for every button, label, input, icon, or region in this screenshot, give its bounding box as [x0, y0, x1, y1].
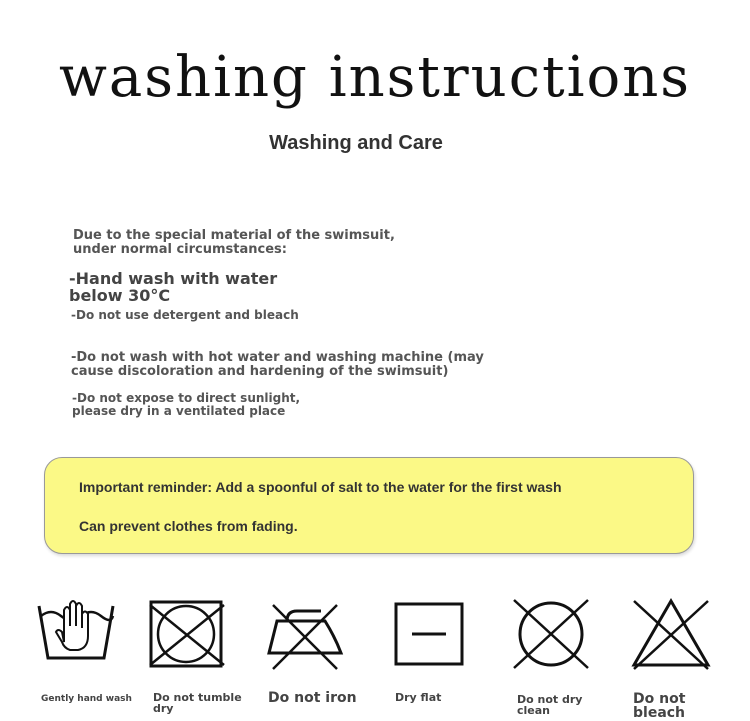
intro-text: Due to the special material of the swimsuit, under normal circumstances:	[73, 228, 395, 257]
dry-flat-icon	[393, 601, 465, 667]
reminder-line-1: Important reminder: Add a spoonful of salt to the water for the first wash	[79, 479, 562, 495]
hand-wash-icon	[36, 596, 116, 664]
no-bleach-icon	[630, 597, 712, 671]
dry-flat-label: Dry flat	[395, 691, 442, 704]
no-sunlight-instruction: -Do not expose to direct sunlight, please dry in a ventilated place	[72, 391, 301, 418]
no-dry-clean-icon	[511, 597, 591, 671]
no-detergent-instruction: -Do not use detergent and bleach	[71, 308, 299, 322]
hand-wash-instruction: -Hand wash with water below 30°C	[69, 269, 278, 305]
no-dry-clean-label: Do not dry clean	[517, 693, 583, 717]
section-heading: Washing and Care	[269, 132, 443, 154]
hand-wash-label: Gently hand wash	[41, 694, 132, 704]
reminder-line-2: Can prevent clothes from fading.	[79, 518, 298, 534]
no-tumble-dry-label: Do not tumble dry	[153, 691, 242, 715]
no-tumble-dry-icon	[148, 599, 226, 669]
important-reminder-box	[44, 457, 694, 554]
no-hot-water-instruction: -Do not wash with hot water and washing machine (may cause discoloration and hardening of the swimsuit)	[71, 350, 484, 379]
no-bleach-label: Do not bleach	[633, 691, 686, 721]
no-iron-label: Do not iron	[268, 690, 357, 706]
page-title: washing instructions	[58, 45, 692, 110]
no-iron-icon	[265, 603, 345, 671]
